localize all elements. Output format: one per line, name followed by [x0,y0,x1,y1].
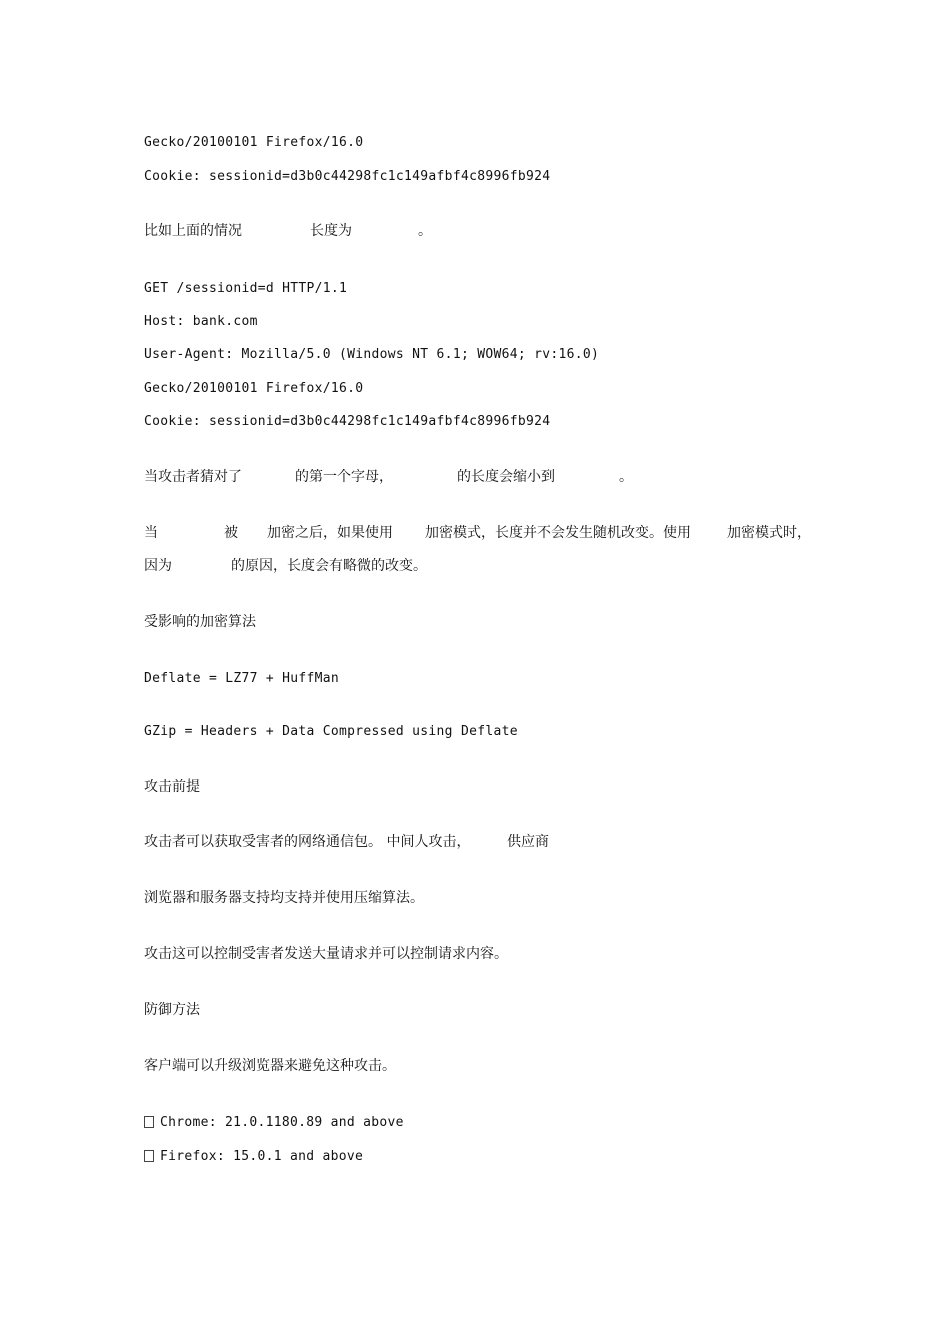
text-segment: 因为 [144,558,172,574]
text-segment: 长度为 [310,223,352,239]
code-line: Host: bank.com [144,314,258,329]
section-heading: 防御方法 [144,1002,200,1018]
list-item [144,1113,404,1133]
code-line: Cookie: sessionid=d3b0c44298fc1c149afbf4c8996fb924 [144,169,551,184]
code-line: GET /sessionid=d HTTP/1.1 [144,281,348,296]
bullet-icon [144,1116,154,1128]
paragraph: 浏览器和服务器支持均支持并使用压缩算法。 [144,890,424,906]
paragraph: 攻击这可以控制受害者发送大量请求并可以控制请求内容。 [144,946,508,962]
code-line: GZip = Headers + Data Compressed using Deflate [144,724,518,739]
code-line: Deflate = LZ77 + HuffMan [144,671,340,686]
text-segment: 攻击者可以获取受害者的网络通信包。 中间人攻击， [144,834,471,850]
text-segment: 的第一个字母， [295,469,393,485]
text-segment: 。 [619,469,633,485]
text-segment: 比如上面的情况 [144,223,242,239]
text-segment: 加密模式时， [727,525,811,541]
text-segment: 当攻击者猜对了 [144,469,242,485]
text-segment: 的原因，长度会有略微的改变。 [231,558,427,574]
code-line: Gecko/20100101 Firefox/16.0 [144,381,364,396]
code-line: User-Agent: Mozilla/5.0 (Windows NT 6.1; WOW64; rv:16.0) [144,347,600,362]
bullet-icon [144,1150,154,1162]
list-item-text: Chrome: 21.0.1180.89 and above [160,1115,404,1130]
text-segment: 供应商 [507,834,549,850]
section-heading: 攻击前提 [144,779,200,795]
list-item [144,1147,363,1167]
code-line: Cookie: sessionid=d3b0c44298fc1c149afbf4c8996fb924 [144,414,551,429]
text-segment: 加密之后，如果使用 [267,525,393,541]
text-segment: 被 [224,525,238,541]
list-item-text: Firefox: 15.0.1 and above [160,1149,364,1164]
code-line: Gecko/20100101 Firefox/16.0 [144,135,364,150]
text-segment: 。 [418,223,432,239]
paragraph: 客户端可以升级浏览器来避免这种攻击。 [144,1058,396,1074]
text-segment: 加密模式，长度并不会发生随机改变。使用 [425,525,691,541]
text-segment: 当 [144,525,158,541]
text-segment: 的长度会缩小到 [457,469,555,485]
section-heading: 受影响的加密算法 [144,614,256,630]
